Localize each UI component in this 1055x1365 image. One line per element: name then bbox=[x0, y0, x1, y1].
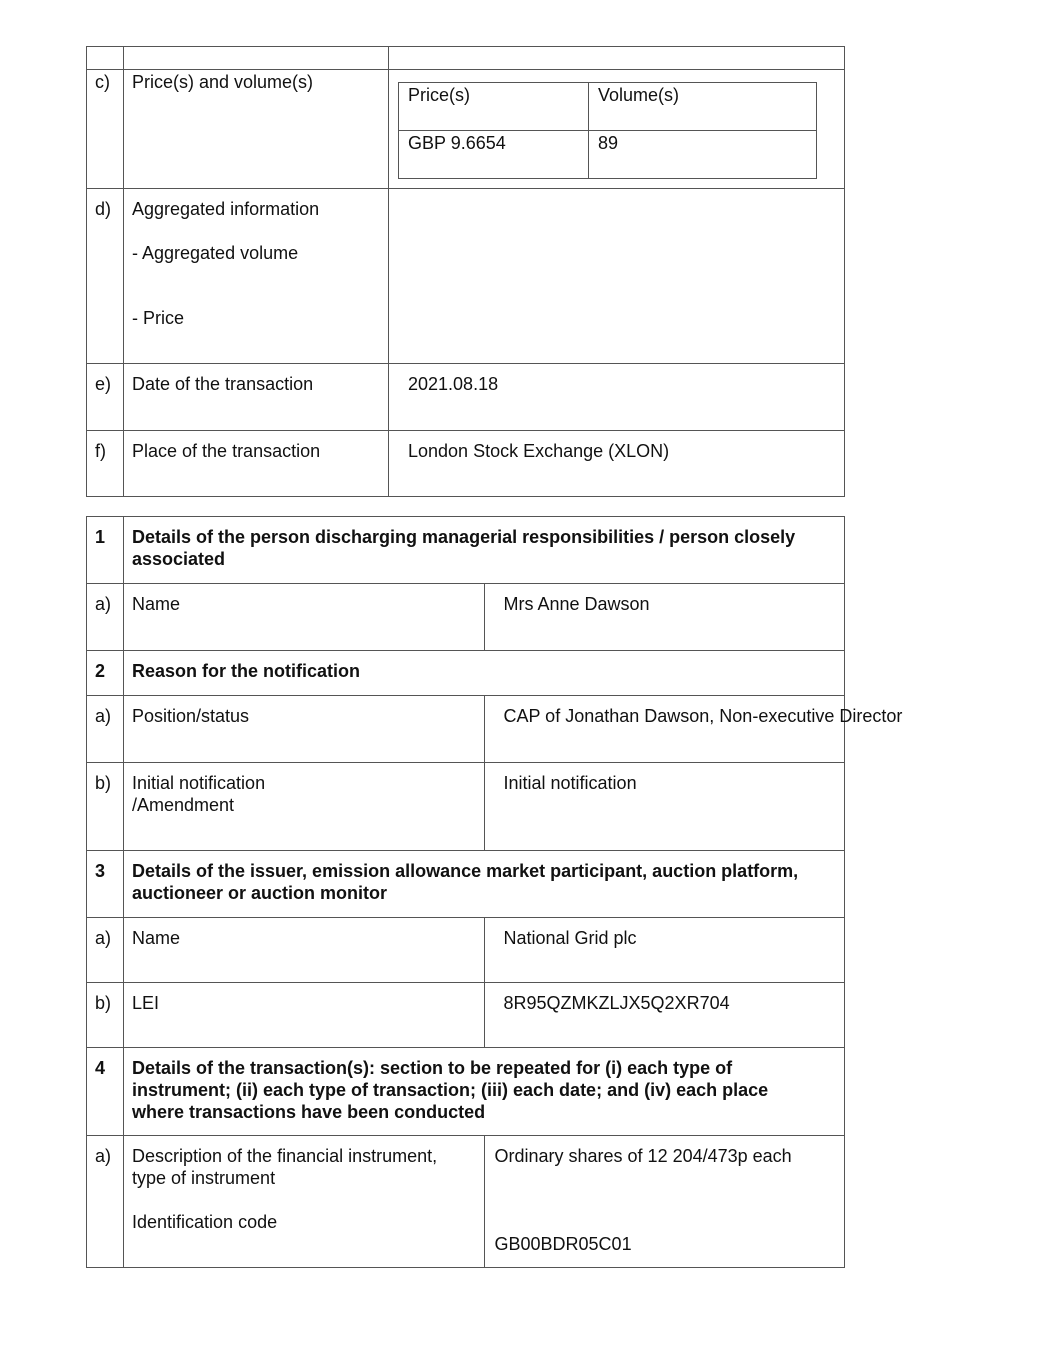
row-letter: a) bbox=[87, 696, 124, 763]
row-label: Aggregated information bbox=[132, 199, 320, 219]
notification-type-value: Initial notification bbox=[484, 763, 845, 851]
section-number: 3 bbox=[87, 851, 124, 918]
row-letter: f) bbox=[87, 431, 124, 497]
volume-value: 89 bbox=[589, 131, 817, 179]
section-header-row bbox=[87, 651, 845, 696]
section-header-row bbox=[87, 517, 845, 584]
table-row bbox=[87, 47, 845, 70]
price-header: Price(s) bbox=[399, 83, 589, 131]
row-letter: a) bbox=[87, 584, 124, 651]
row-label: Date of the transaction bbox=[124, 364, 389, 431]
row-label: Price(s) and volume(s) bbox=[124, 70, 389, 189]
aggregated-price-label: - Price bbox=[132, 308, 185, 328]
section-header-row bbox=[87, 851, 845, 918]
row-label: Place of the transaction bbox=[124, 431, 389, 497]
identification-code-label: Identification code bbox=[132, 1212, 278, 1232]
row-letter: b) bbox=[87, 763, 124, 851]
empty-cell bbox=[87, 47, 124, 70]
section-header-row bbox=[87, 1048, 845, 1136]
row-letter: c) bbox=[87, 70, 124, 189]
table-row bbox=[87, 763, 845, 851]
row-label: Position/status bbox=[124, 696, 485, 763]
identification-code-value: GB00BDR05C01 bbox=[494, 1234, 632, 1254]
row-label: Initial notification bbox=[132, 773, 266, 793]
section-number: 4 bbox=[87, 1048, 124, 1136]
notification-table bbox=[86, 516, 903, 1268]
section-heading: Details of the issuer, emission allowance market participant, auction platform, auctioneer or auction monitor bbox=[124, 851, 845, 918]
section-heading: Details of the transaction(s): section to be repeated for (i) each type of instrument; (ii) each type of transaction; (iii) each date; and (iv) each place where transactions have been conducted bbox=[124, 1048, 845, 1136]
empty-cell bbox=[124, 47, 389, 70]
row-letter: a) bbox=[87, 1136, 124, 1268]
table-row bbox=[87, 189, 845, 364]
instrument-label-cell bbox=[124, 1136, 485, 1268]
volume-header: Volume(s) bbox=[589, 83, 817, 131]
row-label: Name bbox=[124, 918, 485, 983]
section-heading: Details of the person discharging managerial responsibilities / person closely associated bbox=[124, 517, 845, 584]
table-row bbox=[399, 83, 817, 131]
table-row bbox=[87, 918, 845, 983]
row-letter: d) bbox=[87, 189, 124, 364]
section-number: 1 bbox=[87, 517, 124, 584]
section-number: 2 bbox=[87, 651, 124, 696]
row-label: Description of the financial instrument, type of instrument bbox=[132, 1146, 438, 1188]
price-volume-cell bbox=[389, 70, 845, 189]
table-row bbox=[399, 131, 817, 179]
price-volume-table bbox=[398, 82, 817, 179]
table-row bbox=[87, 696, 845, 763]
row-label: LEI bbox=[124, 983, 485, 1048]
instrument-description-value: Ordinary shares of 12 204/473p each bbox=[494, 1146, 792, 1166]
empty-cell bbox=[389, 47, 845, 70]
aggregated-volume-label: - Aggregated volume bbox=[132, 243, 299, 263]
row-letter: e) bbox=[87, 364, 124, 431]
table-row bbox=[87, 431, 845, 497]
place-value: London Stock Exchange (XLON) bbox=[389, 431, 845, 497]
table-row bbox=[87, 364, 845, 431]
aggregated-info-cell bbox=[124, 189, 389, 364]
issuer-name-value: National Grid plc bbox=[484, 918, 845, 983]
table-row bbox=[87, 584, 845, 651]
table-row bbox=[87, 1136, 845, 1268]
section-heading: Reason for the notification bbox=[124, 651, 845, 696]
row-letter: b) bbox=[87, 983, 124, 1048]
row-label-continued: /Amendment bbox=[132, 795, 235, 815]
date-value: 2021.08.18 bbox=[389, 364, 845, 431]
table-row bbox=[87, 983, 845, 1048]
instrument-value-cell bbox=[484, 1136, 845, 1268]
price-value: GBP 9.6654 bbox=[399, 131, 589, 179]
transaction-continuation-table bbox=[86, 46, 845, 497]
table-row bbox=[87, 70, 845, 189]
person-name-value: Mrs Anne Dawson bbox=[484, 584, 845, 651]
empty-cell bbox=[389, 189, 845, 364]
position-status-value: CAP of Jonathan Dawson, Non-executive Director bbox=[484, 696, 845, 763]
row-letter: a) bbox=[87, 918, 124, 983]
initial-amendment-label-cell bbox=[124, 763, 485, 851]
row-label: Name bbox=[124, 584, 485, 651]
lei-value: 8R95QZMKZLJX5Q2XR704 bbox=[484, 983, 845, 1048]
